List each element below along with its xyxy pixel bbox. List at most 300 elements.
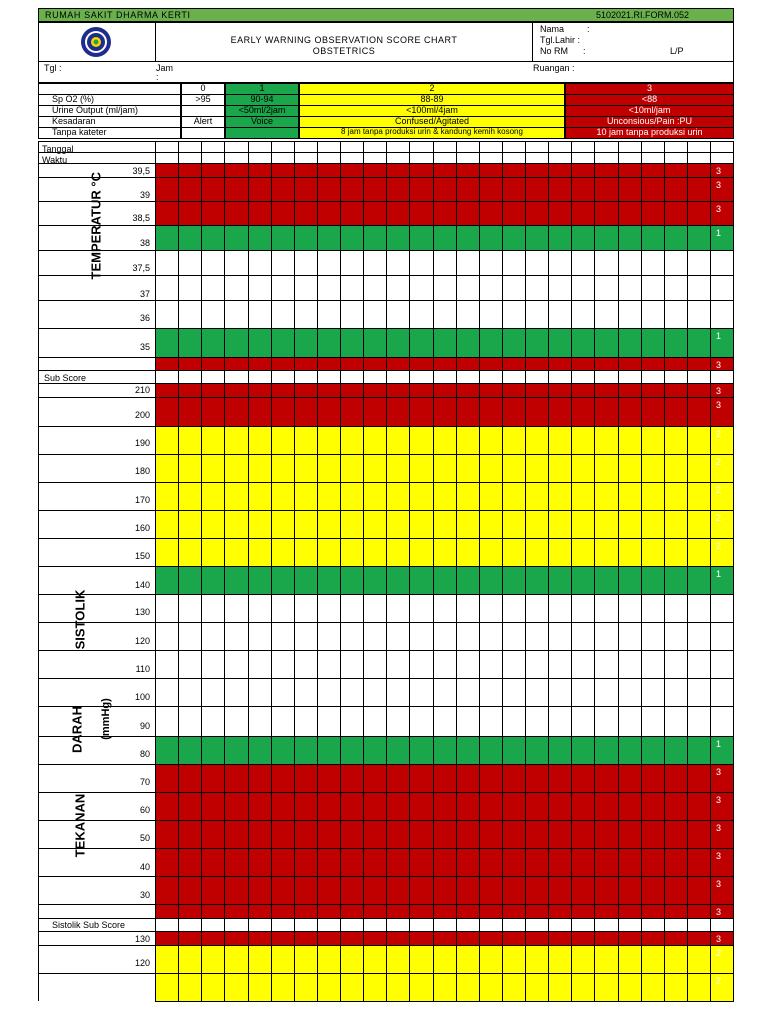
score-cell — [710, 820, 734, 849]
grid-cell — [687, 820, 711, 849]
grid-cell — [409, 426, 433, 455]
grid-cell — [548, 876, 572, 905]
grid-cell — [248, 163, 272, 178]
grid-cell — [340, 328, 364, 358]
grid-cell — [294, 225, 318, 251]
skor-value: 2 — [429, 83, 435, 93]
grid-cell — [525, 275, 549, 301]
grid-cell — [178, 538, 202, 567]
score-cell — [710, 357, 734, 371]
grid-cell — [224, 566, 248, 595]
grid-cell — [479, 792, 503, 821]
grid-cell — [525, 820, 549, 849]
grid-cell — [317, 876, 341, 905]
score-cell — [710, 931, 734, 946]
grid-cell — [155, 736, 179, 765]
grid-cell — [525, 225, 549, 251]
grid-cell — [224, 650, 248, 679]
grid-cell — [317, 510, 341, 539]
grid-cell — [224, 848, 248, 877]
grid-cell — [155, 973, 179, 1002]
param-label: Urine Output (ml/jam) — [52, 105, 139, 115]
band-score: 3 — [716, 934, 722, 944]
grid-cell — [248, 510, 272, 539]
grid-cell — [201, 225, 225, 251]
bp-tick: 110 — [135, 664, 150, 674]
score-cell — [710, 792, 734, 821]
grid-cell — [201, 594, 225, 623]
grid-cell — [178, 764, 202, 793]
grid-cell — [664, 300, 688, 329]
grid-cell — [641, 904, 665, 919]
grid-cell — [618, 973, 642, 1002]
grid-cell — [571, 650, 595, 679]
bp-tick: 130 — [134, 607, 150, 617]
jam-sep: : — [156, 72, 159, 82]
grid-cell — [248, 397, 272, 427]
grid-cell — [271, 250, 295, 276]
grid-cell — [687, 594, 711, 623]
grid-cell — [409, 370, 433, 384]
grid-cell — [201, 275, 225, 301]
grid-cell — [178, 482, 202, 511]
param-value: <10ml/jam — [628, 105, 671, 115]
grid-cell — [664, 225, 688, 251]
grid-cell — [687, 225, 711, 251]
grid-cell — [340, 876, 364, 905]
grid-cell — [502, 510, 526, 539]
grid-cell — [433, 225, 457, 251]
grid-cell — [271, 848, 295, 877]
grid-cell — [317, 792, 341, 821]
score-cell — [710, 225, 734, 251]
grid-cell — [363, 328, 387, 358]
grid-cell — [363, 201, 387, 226]
grid-cell — [618, 918, 642, 932]
grid-cell — [571, 931, 595, 946]
grid-cell — [201, 820, 225, 849]
grid-cell — [386, 792, 410, 821]
grid-cell — [502, 370, 526, 384]
grid-cell — [155, 904, 179, 919]
grid-cell — [641, 678, 665, 707]
grid-cell — [409, 566, 433, 595]
grid-cell — [155, 426, 179, 455]
grid-cell — [433, 945, 457, 974]
grid-cell — [502, 973, 526, 1002]
grid-cell — [178, 275, 202, 301]
bp-tick: 170 — [134, 495, 150, 505]
grid-cell — [224, 706, 248, 737]
grid-cell — [571, 250, 595, 276]
grid-cell — [641, 454, 665, 483]
grid-cell — [178, 163, 202, 178]
grid-cell — [363, 482, 387, 511]
grid-cell — [271, 357, 295, 371]
grid-cell — [271, 397, 295, 427]
grid-cell — [479, 622, 503, 651]
band-score: 2 — [716, 429, 722, 439]
grid-cell — [294, 973, 318, 1002]
band-score: 1 — [716, 228, 722, 238]
grid-cell — [409, 876, 433, 905]
grid-cell — [571, 706, 595, 737]
grid-cell — [155, 397, 179, 427]
grid-cell — [155, 201, 179, 226]
grid-cell — [363, 426, 387, 455]
grid-cell — [294, 945, 318, 974]
grid-cell — [409, 945, 433, 974]
param-value: <88 — [641, 94, 658, 104]
grid-cell — [340, 201, 364, 226]
grid-cell — [271, 177, 295, 202]
grid-cell — [664, 426, 688, 455]
grid-cell — [594, 764, 618, 793]
score-cell — [710, 397, 734, 427]
grid-cell — [502, 706, 526, 737]
grid-cell — [294, 482, 318, 511]
grid-cell — [386, 225, 410, 251]
score-cell — [710, 383, 734, 398]
grid-cell — [618, 678, 642, 707]
grid-cell — [294, 250, 318, 276]
grid-cell — [618, 650, 642, 679]
grid-cell — [548, 370, 572, 384]
grid-cell — [317, 566, 341, 595]
grid-cell — [594, 482, 618, 511]
grid-cell — [363, 918, 387, 932]
grid-cell — [248, 538, 272, 567]
grid-cell — [294, 764, 318, 793]
grid-cell — [178, 622, 202, 651]
skor-value: 1 — [259, 83, 265, 93]
grid-cell — [479, 482, 503, 511]
grid-cell — [201, 650, 225, 679]
grid-cell — [248, 848, 272, 877]
score-cell — [710, 736, 734, 765]
grid-cell — [386, 594, 410, 623]
grid-cell — [594, 566, 618, 595]
grid-cell — [664, 736, 688, 765]
grid-cell — [201, 300, 225, 329]
grid-cell — [317, 764, 341, 793]
grid-cell — [294, 201, 318, 226]
grid-cell — [271, 904, 295, 919]
grid-cell — [502, 876, 526, 905]
grid-cell — [594, 931, 618, 946]
grid-cell — [571, 370, 595, 384]
grid-cell — [641, 792, 665, 821]
grid-cell — [687, 328, 711, 358]
grid-cell — [155, 328, 179, 358]
row-label-cell — [38, 973, 155, 1001]
grid-cell — [340, 426, 364, 455]
grid-cell — [224, 764, 248, 793]
grid-cell — [548, 973, 572, 1002]
grid-cell — [664, 973, 688, 1002]
grid-cell — [571, 538, 595, 567]
grid-cell — [340, 792, 364, 821]
grid-cell — [294, 904, 318, 919]
grid-cell — [340, 566, 364, 595]
grid-cell — [687, 678, 711, 707]
grid-cell — [386, 426, 410, 455]
grid-cell — [363, 931, 387, 946]
grid-cell — [641, 876, 665, 905]
score-cell — [710, 650, 734, 679]
grid-cell — [294, 426, 318, 455]
temp-tick: 37,5 — [132, 263, 150, 273]
grid-cell — [271, 918, 295, 932]
grid-cell — [409, 706, 433, 737]
grid-cell — [548, 594, 572, 623]
grid-cell — [594, 736, 618, 765]
grid-cell — [409, 300, 433, 329]
grid-cell — [687, 945, 711, 974]
grid-cell — [594, 370, 618, 384]
temp-tick: 38 — [139, 238, 150, 248]
bp-tick: 90 — [139, 721, 150, 731]
score-cell — [710, 275, 734, 301]
grid-cell — [224, 328, 248, 358]
grid-cell — [294, 650, 318, 679]
grid-cell — [248, 792, 272, 821]
grid-cell — [641, 383, 665, 398]
grid-cell — [594, 706, 618, 737]
grid-cell — [340, 357, 364, 371]
grid-cell — [594, 820, 618, 849]
grid-cell — [386, 328, 410, 358]
grid-cell — [294, 792, 318, 821]
grid-cell — [386, 250, 410, 276]
grid-cell — [248, 482, 272, 511]
grid-cell — [433, 163, 457, 178]
grid-cell — [571, 482, 595, 511]
grid-cell — [664, 848, 688, 877]
grid-cell — [248, 177, 272, 202]
grid-cell — [317, 622, 341, 651]
grid-cell — [340, 275, 364, 301]
grid-cell — [525, 454, 549, 483]
grid-cell — [525, 650, 549, 679]
grid-cell — [479, 931, 503, 946]
grid-cell — [548, 706, 572, 737]
grid-cell — [618, 566, 642, 595]
grid-cell — [618, 177, 642, 202]
grid-cell — [340, 736, 364, 765]
grid-cell — [641, 820, 665, 849]
grid-cell — [479, 848, 503, 877]
grid-cell — [664, 454, 688, 483]
grid-cell — [155, 454, 179, 483]
grid-cell — [386, 678, 410, 707]
grid-cell — [178, 820, 202, 849]
grid-cell — [363, 876, 387, 905]
grid-cell — [386, 876, 410, 905]
band-score: 1 — [716, 739, 722, 749]
grid-cell — [224, 225, 248, 251]
grid-cell — [618, 510, 642, 539]
band-score: 3 — [716, 767, 722, 777]
grid-cell — [317, 201, 341, 226]
grid-cell — [433, 454, 457, 483]
sub-score-label: Sub Score — [44, 373, 87, 383]
param-value: Voice — [250, 116, 274, 126]
band-score: 2 — [716, 976, 722, 986]
grid-cell — [641, 706, 665, 737]
tanggal-label: Tanggal — [42, 144, 74, 154]
grid-cell — [433, 177, 457, 202]
grid-cell — [641, 177, 665, 202]
grid-cell — [271, 945, 295, 974]
grid-cell — [641, 736, 665, 765]
grid-cell — [201, 792, 225, 821]
grid-cell — [548, 454, 572, 483]
grid-cell — [687, 764, 711, 793]
grid-cell — [433, 510, 457, 539]
grid-cell — [201, 736, 225, 765]
grid-cell — [502, 650, 526, 679]
grid-cell — [479, 225, 503, 251]
grid-cell — [178, 904, 202, 919]
grid-cell — [618, 370, 642, 384]
band-score: 3 — [716, 204, 722, 214]
bp-tick: 180 — [134, 466, 150, 476]
grid-cell — [340, 706, 364, 737]
grid-cell — [248, 706, 272, 737]
bp-tick: 210 — [134, 385, 150, 395]
grid-cell — [363, 383, 387, 398]
grid-cell — [155, 510, 179, 539]
grid-cell — [641, 538, 665, 567]
grid-cell — [479, 736, 503, 765]
grid-cell — [664, 177, 688, 202]
grid-cell — [594, 454, 618, 483]
grid-cell — [248, 678, 272, 707]
grid-cell — [502, 397, 526, 427]
grid-cell — [248, 328, 272, 358]
grid-cell — [433, 594, 457, 623]
grid-cell — [456, 426, 480, 455]
grid-cell — [317, 538, 341, 567]
grid-cell — [271, 482, 295, 511]
grid-cell — [271, 622, 295, 651]
grid-cell — [201, 566, 225, 595]
grid-cell — [618, 201, 642, 226]
grid-cell — [618, 622, 642, 651]
grid-cell — [525, 931, 549, 946]
score-cell — [710, 538, 734, 567]
bp-tick: 50 — [139, 833, 150, 843]
grid-cell — [386, 706, 410, 737]
grid-cell — [502, 250, 526, 276]
grid-cell — [618, 706, 642, 737]
grid-cell — [178, 566, 202, 595]
grid-cell — [687, 275, 711, 301]
grid-cell — [178, 706, 202, 737]
grid-cell — [271, 594, 295, 623]
grid-cell — [548, 510, 572, 539]
grid-cell — [664, 678, 688, 707]
grid-cell — [294, 383, 318, 398]
grid-cell — [456, 650, 480, 679]
grid-cell — [409, 820, 433, 849]
grid-cell — [664, 510, 688, 539]
grid-cell — [271, 454, 295, 483]
grid-cell — [479, 300, 503, 329]
grid-cell — [641, 328, 665, 358]
grid-cell — [433, 383, 457, 398]
grid-cell — [687, 163, 711, 178]
grid-cell — [294, 594, 318, 623]
param-value: <100ml/4jam — [406, 105, 458, 115]
grid-cell — [409, 177, 433, 202]
grid-cell — [433, 566, 457, 595]
nama-label: Nama — [540, 24, 565, 34]
grid-cell — [363, 792, 387, 821]
grid-cell — [687, 383, 711, 398]
grid-cell — [479, 538, 503, 567]
darah-axis-label: DARAH — [69, 706, 85, 753]
grid-cell — [594, 945, 618, 974]
score-cell — [710, 706, 734, 737]
grid-cell — [641, 482, 665, 511]
grid-cell — [271, 706, 295, 737]
patient-info-area — [532, 22, 533, 62]
grid-cell — [155, 918, 179, 932]
grid-cell — [641, 973, 665, 1002]
grid-cell — [409, 538, 433, 567]
grid-cell — [201, 706, 225, 737]
grid-cell — [456, 370, 480, 384]
grid-cell — [525, 482, 549, 511]
grid-cell — [571, 163, 595, 178]
grid-cell — [687, 357, 711, 371]
grid-cell — [433, 357, 457, 371]
grid-cell — [409, 250, 433, 276]
grid-cell — [479, 383, 503, 398]
grid-cell — [479, 370, 503, 384]
grid-cell — [317, 678, 341, 707]
grid-cell — [248, 931, 272, 946]
grid-cell — [178, 945, 202, 974]
grid-cell — [525, 357, 549, 371]
grid-cell — [363, 225, 387, 251]
grid-cell — [456, 566, 480, 595]
grid-cell — [178, 357, 202, 371]
score-cell — [710, 566, 734, 595]
grid-cell — [479, 904, 503, 919]
grid-cell — [386, 945, 410, 974]
grid-cell — [502, 622, 526, 651]
grid-cell — [224, 904, 248, 919]
grid-cell — [201, 538, 225, 567]
grid-cell — [224, 250, 248, 276]
grid-cell — [155, 357, 179, 371]
grid-cell — [502, 931, 526, 946]
grid-cell — [224, 201, 248, 226]
grid-cell — [386, 163, 410, 178]
grid-cell — [409, 594, 433, 623]
grid-cell — [201, 622, 225, 651]
grid-cell — [248, 426, 272, 455]
grid-cell — [409, 848, 433, 877]
grid-cell — [571, 594, 595, 623]
grid-cell — [317, 163, 341, 178]
grid-cell — [525, 426, 549, 455]
grid-cell — [502, 300, 526, 329]
grid-cell — [294, 820, 318, 849]
